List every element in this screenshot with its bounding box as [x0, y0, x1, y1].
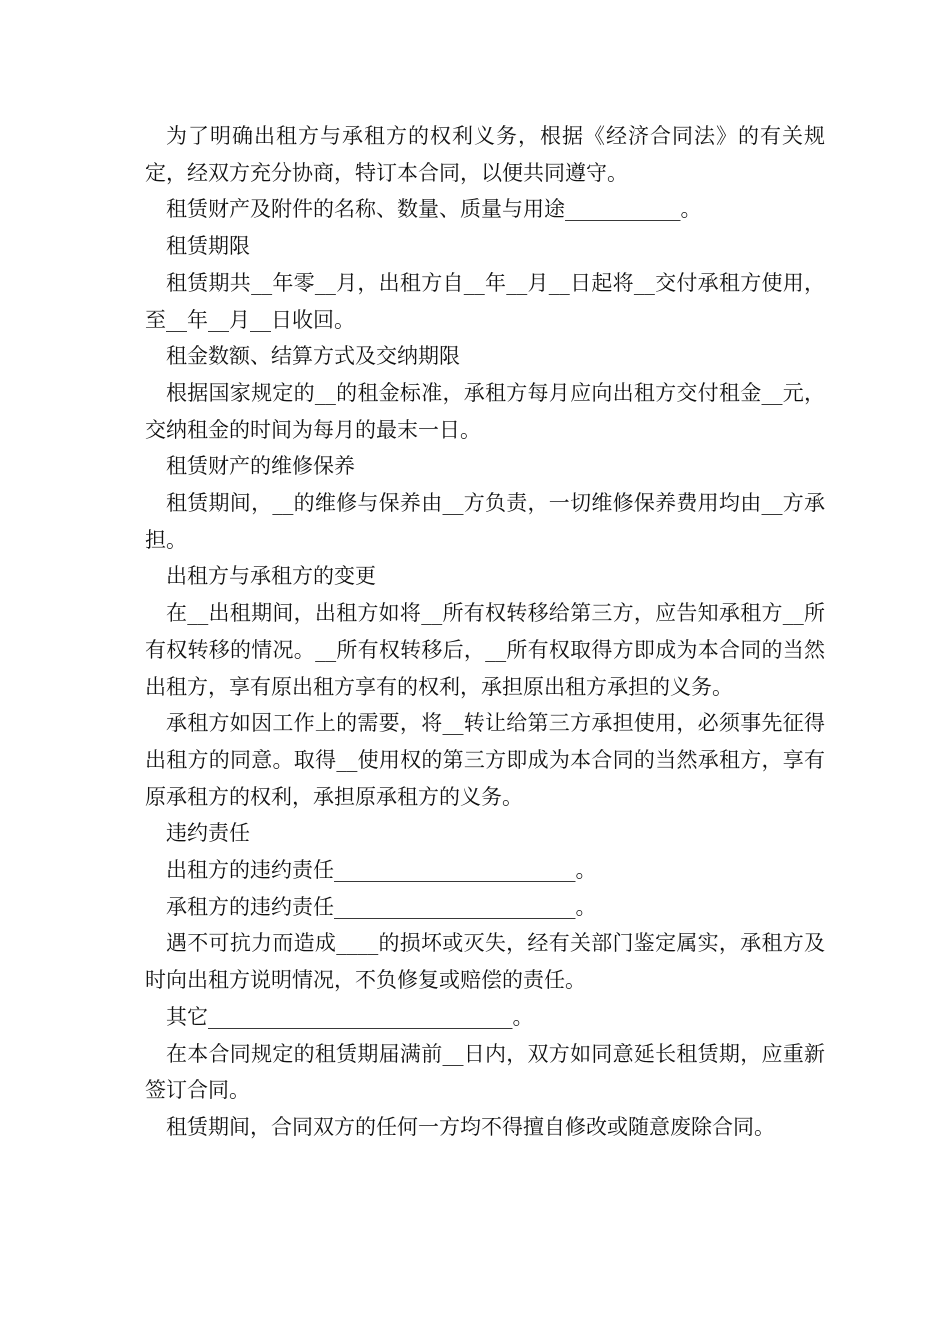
paragraph-lessor-change: 在__出租期间，出租方如将__所有权转移给第三方，应告知承租方__所有权转移的情况。__所有权转移后，__所有权取得方即成为本合同的当然出租方，享有原出租方享有的权利，承担原出租方承担的义务。	[145, 601, 825, 699]
heading-maintenance: 租赁财产的维修保养	[166, 454, 355, 479]
paragraph-lease-term: 租赁期共__年零__月，出租方自__年__月__日起将__交付承租方使用，至__年__月__日收回。	[145, 270, 825, 332]
heading-party-change: 出租方与承租方的变更	[166, 564, 376, 589]
paragraph-renewal: 在本合同规定的租赁期届满前__日内，双方如同意延长租赁期，应重新签订合同。	[145, 1041, 825, 1103]
heading-breach-liability: 违约责任	[166, 821, 250, 846]
paragraph-maintenance: 租赁期间，__的维修与保养由__方负责，一切维修保养费用均由__方承担。	[145, 491, 825, 552]
paragraph-no-unilateral-change: 租赁期间，合同双方的任何一方均不得擅自修改或随意废除合同。	[166, 1114, 775, 1139]
heading-rent-payment: 租金数额、结算方式及交纳期限	[166, 344, 460, 369]
paragraph-force-majeure: 遇不可抗力而造成____的损坏或灭失，经有关部门鉴定属实，承租方及时向出租方说明情况，不负修复或赔偿的责任。	[145, 931, 825, 993]
paragraph-lessor-breach: 出租方的违约责任_______________________。	[166, 858, 597, 883]
paragraph-lessee-change: 承租方如因工作上的需要，将__转让给第三方承担使用，必须事先征得出租方的同意。取得__使用权的第三方即成为本合同的当然承租方，享有原承租方的权利，承担原承租方的义务。	[145, 711, 825, 809]
paragraph-lessee-breach: 承租方的违约责任_______________________。	[166, 894, 597, 919]
paragraph-leased-property: 租赁财产及附件的名称、数量、质量与用途___________。	[166, 197, 702, 222]
paragraph-preamble: 为了明确出租方与承租方的权利义务，根据《经济合同法》的有关规定，经双方充分协商，特订本合同，以便共同遵守。	[145, 124, 825, 185]
heading-lease-term: 租赁期限	[166, 234, 250, 259]
paragraph-other: 其它_____________________________。	[166, 1004, 534, 1029]
contract-body	[145, 118, 825, 1146]
paragraph-rent-payment: 根据国家规定的__的租金标准，承租方每月应向出租方交付租金__元，交纳租金的时间为每月的最末一日。	[145, 380, 825, 442]
